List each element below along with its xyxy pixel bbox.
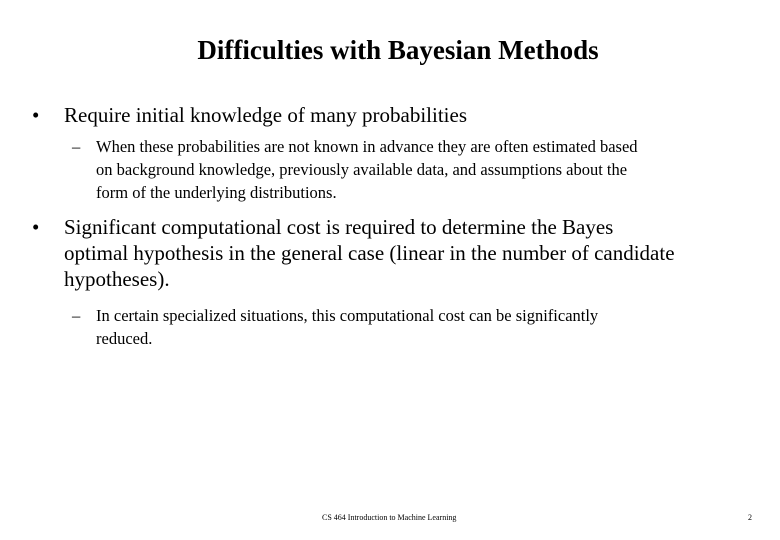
- bullet-line: Significant computational cost is required to determine the Bayes: [64, 215, 614, 239]
- slide-title: Difficulties with Bayesian Methods: [197, 35, 599, 65]
- bullet-1-text: [64, 102, 467, 128]
- bullet-marker: •: [32, 215, 40, 239]
- subbullet-line: In certain specialized situations, this computational cost can be significantly: [96, 306, 599, 325]
- bullet-line: optimal hypothesis in the general case (linear in the number of candidate: [64, 241, 675, 265]
- bullet-line: Require initial knowledge of many probabilities: [64, 103, 467, 127]
- subbullet-line: form of the underlying distributions.: [96, 183, 337, 202]
- subbullet-2-1-text: [96, 304, 598, 350]
- bullet-2-text: [64, 214, 675, 292]
- subbullet-line: on background knowledge, previously available data, and assumptions about the: [96, 160, 628, 179]
- subbullet-marker: –: [72, 137, 81, 156]
- subbullet-marker: –: [72, 306, 81, 325]
- subbullet-1-1-text: [96, 135, 638, 204]
- subbullet-line: reduced.: [96, 329, 153, 348]
- bullet-line: hypotheses).: [64, 267, 170, 291]
- bullet-marker: •: [32, 103, 40, 127]
- footer-page-number: 2: [748, 513, 752, 522]
- subbullet-line: When these probabilities are not known in advance they are often estimated based: [96, 137, 638, 156]
- footer-course: CS 464 Introduction to Machine Learning: [322, 513, 457, 522]
